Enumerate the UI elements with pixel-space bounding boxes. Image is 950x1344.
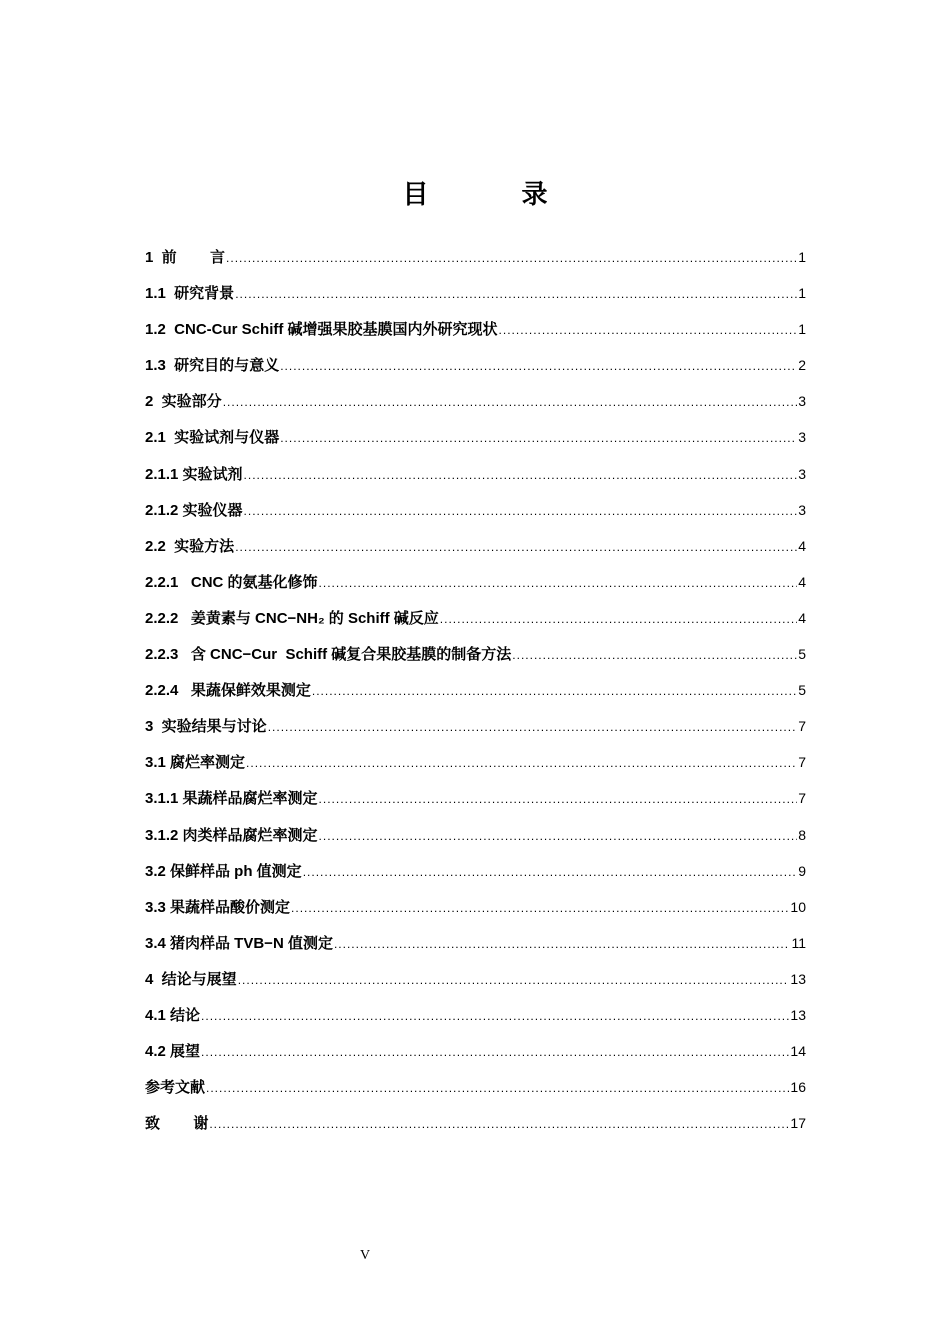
toc-entry-page: 13: [790, 970, 806, 987]
toc-entry[interactable]: [145, 390, 806, 426]
dot-leader: [268, 716, 798, 738]
toc-entry-label: 3.1.2 肉类样品腐烂率测定: [145, 826, 318, 844]
toc-entry-label: 3 实验结果与讨论: [145, 718, 267, 736]
toc-entry[interactable]: [145, 1076, 806, 1112]
toc-entry-page: 1: [798, 321, 806, 338]
dot-leader: [291, 897, 789, 919]
toc-entry-label: 4 结论与展望: [145, 970, 237, 988]
dot-leader: [280, 427, 797, 449]
toc-entry-page: 3: [798, 465, 806, 482]
toc-entry[interactable]: [145, 860, 806, 896]
toc-entry-page: 2: [798, 357, 806, 374]
toc-entry-page: 5: [798, 646, 806, 663]
toc-entry[interactable]: [145, 571, 806, 607]
toc-entry-page: 17: [790, 1115, 806, 1132]
toc-entry-label: 3.3 果蔬样品酸价测定: [145, 898, 291, 916]
dot-leader: [319, 572, 798, 594]
toc-entry-page: 7: [798, 790, 806, 807]
toc-entry-page: 4: [798, 573, 806, 590]
dot-leader: [209, 1113, 789, 1135]
dot-leader: [201, 1005, 789, 1027]
toc-entry-label: 4.2 展望: [145, 1043, 201, 1061]
toc-entry-page: 8: [798, 826, 806, 843]
dot-leader: [303, 861, 798, 883]
toc-entry-page: 13: [790, 1006, 806, 1023]
toc-entry[interactable]: [145, 787, 806, 823]
toc-entry[interactable]: [145, 896, 806, 932]
dot-leader: [235, 536, 797, 558]
toc-entry-label: 3.1 腐烂率测定: [145, 754, 246, 772]
toc-entry[interactable]: [145, 715, 806, 751]
dot-leader: [238, 969, 790, 991]
page-number: V: [359, 1248, 371, 1263]
toc-entry-page: 1: [798, 285, 806, 302]
toc-entry[interactable]: [145, 535, 806, 571]
dot-leader: [512, 644, 797, 666]
dot-leader: [206, 1077, 789, 1099]
toc-entry-label: 2.2.4 果蔬保鲜效果测定: [145, 682, 311, 700]
dot-leader: [223, 391, 798, 413]
toc-entry-page: 1: [798, 249, 806, 265]
dot-leader: [319, 788, 798, 810]
toc-entry-label: 3.1.1 果蔬样品腐烂率测定: [145, 790, 318, 808]
toc-entry-page: 14: [790, 1043, 806, 1060]
toc-entry-label: 2.2.3 含 CNC−Cur Schiff 碱复合果胶基膜的制备方法: [145, 646, 512, 664]
toc-entry-label: 3.2 保鲜样品 ph 值测定: [145, 862, 302, 880]
toc-entry-page: 3: [798, 393, 806, 410]
toc-entry-page: 4: [798, 537, 806, 554]
dot-leader: [201, 1041, 789, 1063]
dot-leader: [280, 355, 797, 377]
dot-leader: [499, 319, 798, 341]
toc-entry[interactable]: [145, 463, 806, 499]
toc-entry-label: 1.2 CNC-Cur Schiff 碱增强果胶基膜国内外研究现状: [145, 321, 498, 339]
toc-entry-label: 2.2 实验方法: [145, 537, 235, 555]
dot-leader: [226, 247, 797, 269]
toc-entry[interactable]: [145, 1004, 806, 1040]
toc-entry[interactable]: [145, 354, 806, 390]
dot-leader: [246, 752, 797, 774]
toc-entry[interactable]: [145, 643, 806, 679]
toc-entry[interactable]: [145, 282, 806, 318]
toc-entry-label: 3.4 猪肉样品 TVB−N 值测定: [145, 934, 333, 952]
dot-leader: [244, 464, 798, 486]
toc-entry-label: 致 谢: [145, 1115, 209, 1133]
toc-entry[interactable]: [145, 824, 806, 860]
dot-leader: [440, 608, 797, 630]
toc-entry-label: 1.3 研究目的与意义: [145, 357, 280, 375]
toc-entry-label: 1.1 研究背景: [145, 285, 235, 303]
toc-entry-page: 16: [790, 1079, 806, 1096]
toc-entry-label: 2.2.1 CNC 的氨基化修饰: [145, 573, 318, 591]
toc-entry[interactable]: [145, 751, 806, 787]
toc-entry-page: 10: [790, 898, 806, 915]
toc-entry-label: 2.1.2 实验仪器: [145, 501, 243, 519]
toc-entry-label: 2 实验部分: [145, 393, 222, 411]
toc-entry-label: 1 前 言: [145, 249, 226, 266]
toc-entry[interactable]: [145, 1040, 806, 1076]
toc-entry-page: 4: [798, 609, 806, 626]
toc-entry[interactable]: [145, 607, 806, 643]
toc-entry-page: 5: [798, 682, 806, 699]
dot-leader: [244, 500, 798, 522]
toc-entry[interactable]: [145, 499, 806, 535]
toc-entry[interactable]: [145, 246, 806, 282]
toc-entry-page: 7: [798, 718, 806, 735]
table-of-contents: [145, 246, 806, 1148]
toc-entry[interactable]: [145, 426, 806, 462]
dot-leader: [235, 283, 797, 305]
dot-leader: [319, 825, 798, 847]
toc-entry-label: 2.1 实验试剂与仪器: [145, 429, 280, 447]
toc-entry[interactable]: [145, 318, 806, 354]
toc-entry[interactable]: [145, 679, 806, 715]
toc-entry[interactable]: [145, 968, 806, 1004]
toc-entry[interactable]: [145, 1112, 806, 1148]
toc-entry-page: 7: [798, 754, 806, 771]
dot-leader: [312, 680, 797, 702]
toc-entry-label: 4.1 结论: [145, 1006, 201, 1024]
toc-entry-page: 3: [798, 429, 806, 446]
toc-entry-label: 2.1.1 实验试剂: [145, 465, 243, 483]
toc-entry[interactable]: [145, 932, 806, 968]
toc-entry-page: 11: [791, 934, 806, 951]
toc-entry-label: 2.2.2 姜黄素与 CNC−NH₂ 的 Schiff 碱反应: [145, 609, 439, 627]
page-title: 目 录: [402, 180, 590, 210]
dot-leader: [334, 933, 791, 955]
toc-entry-label: 参考文献: [145, 1079, 206, 1097]
toc-entry-page: 3: [798, 501, 806, 518]
toc-entry-page: 9: [798, 862, 806, 879]
